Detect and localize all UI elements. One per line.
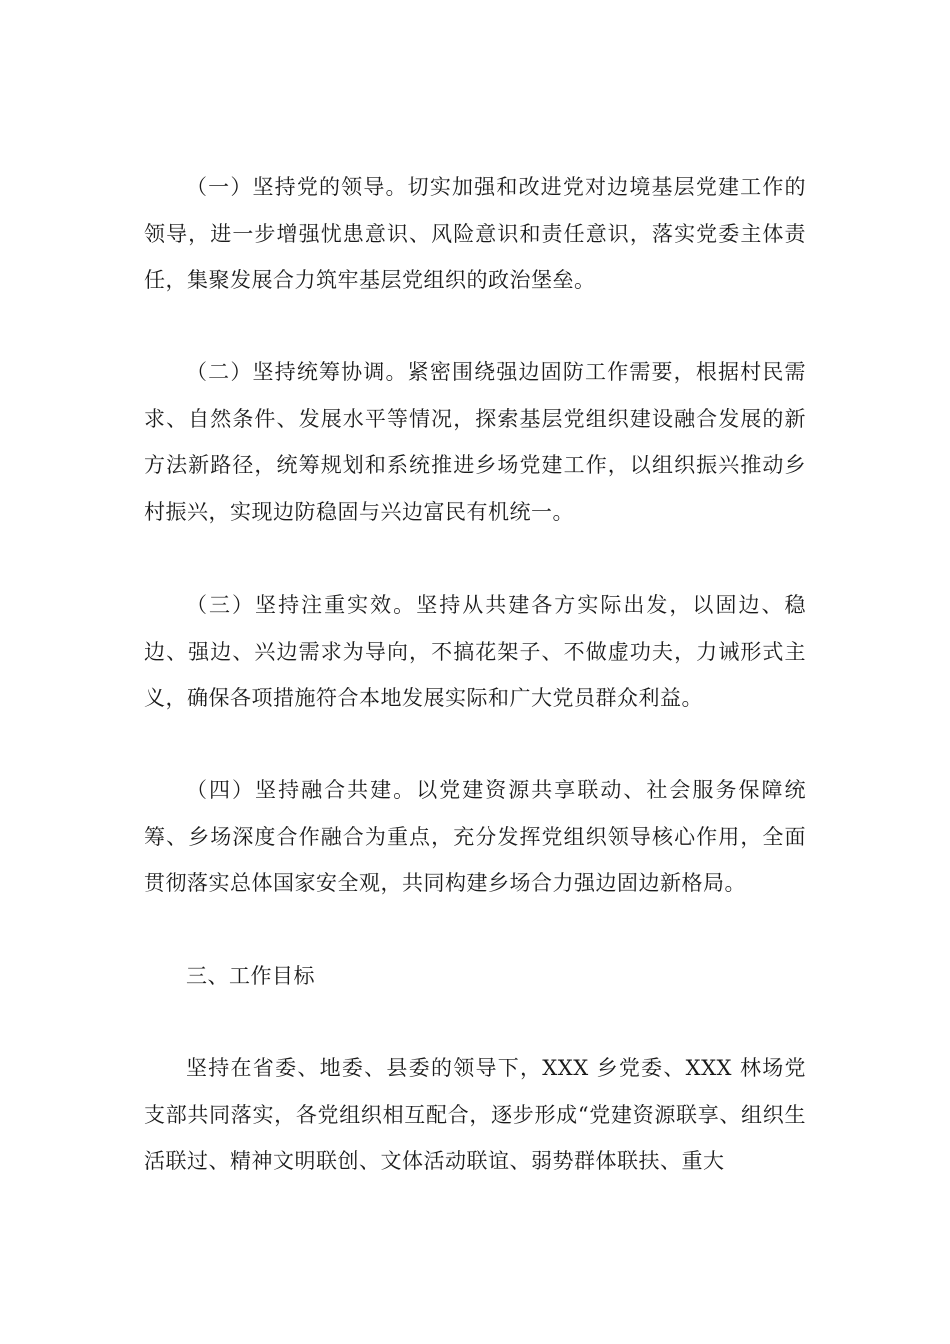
section-heading: 三、工作目标 [186, 964, 315, 988]
paragraph-goals: 坚持在省委、地委、县委的领导下，XXX 乡党委、XXX 林场党支部共同落实，各党组织相互配合，逐步形成“党建资源联享、组织生活联过、精神文明联创、文体活动联谊、弱势群体联扶、重大 [144, 1056, 806, 1174]
paragraph-principle-1: （一）坚持党的领导。切实加强和改进党对边境基层党建工作的领导，进一步增强忧患意识、风险意识和责任意识，落实党委主体责任，集聚发展合力筑牢基层党组织的政治堡垒。 [144, 175, 806, 293]
paragraph-principle-2: （二）坚持统筹协调。紧密围绕强边固防工作需要，根据村民需求、自然条件、发展水平等情况，探索基层党组织建设融合发展的新方法新路径，统筹规划和系统推进乡场党建工作，以组织振兴推动乡村振兴，实现边防稳固与兴边富民有机统一。 [144, 360, 806, 524]
paragraph-principle-3: （三）坚持注重实效。坚持从共建各方实际出发，以固边、稳边、强边、兴边需求为导向，不搞花架子、不做虚功夫，力诫形式主义，确保各项措施符合本地发展实际和广大党员群众利益。 [144, 593, 806, 711]
paragraph-principle-4: （四）坚持融合共建。以党建资源共享联动、社会服务保障统筹、乡场深度合作融合为重点，充分发挥党组织领导核心作用，全面贯彻落实总体国家安全观，共同构建乡场合力强边固边新格局。 [144, 778, 806, 896]
